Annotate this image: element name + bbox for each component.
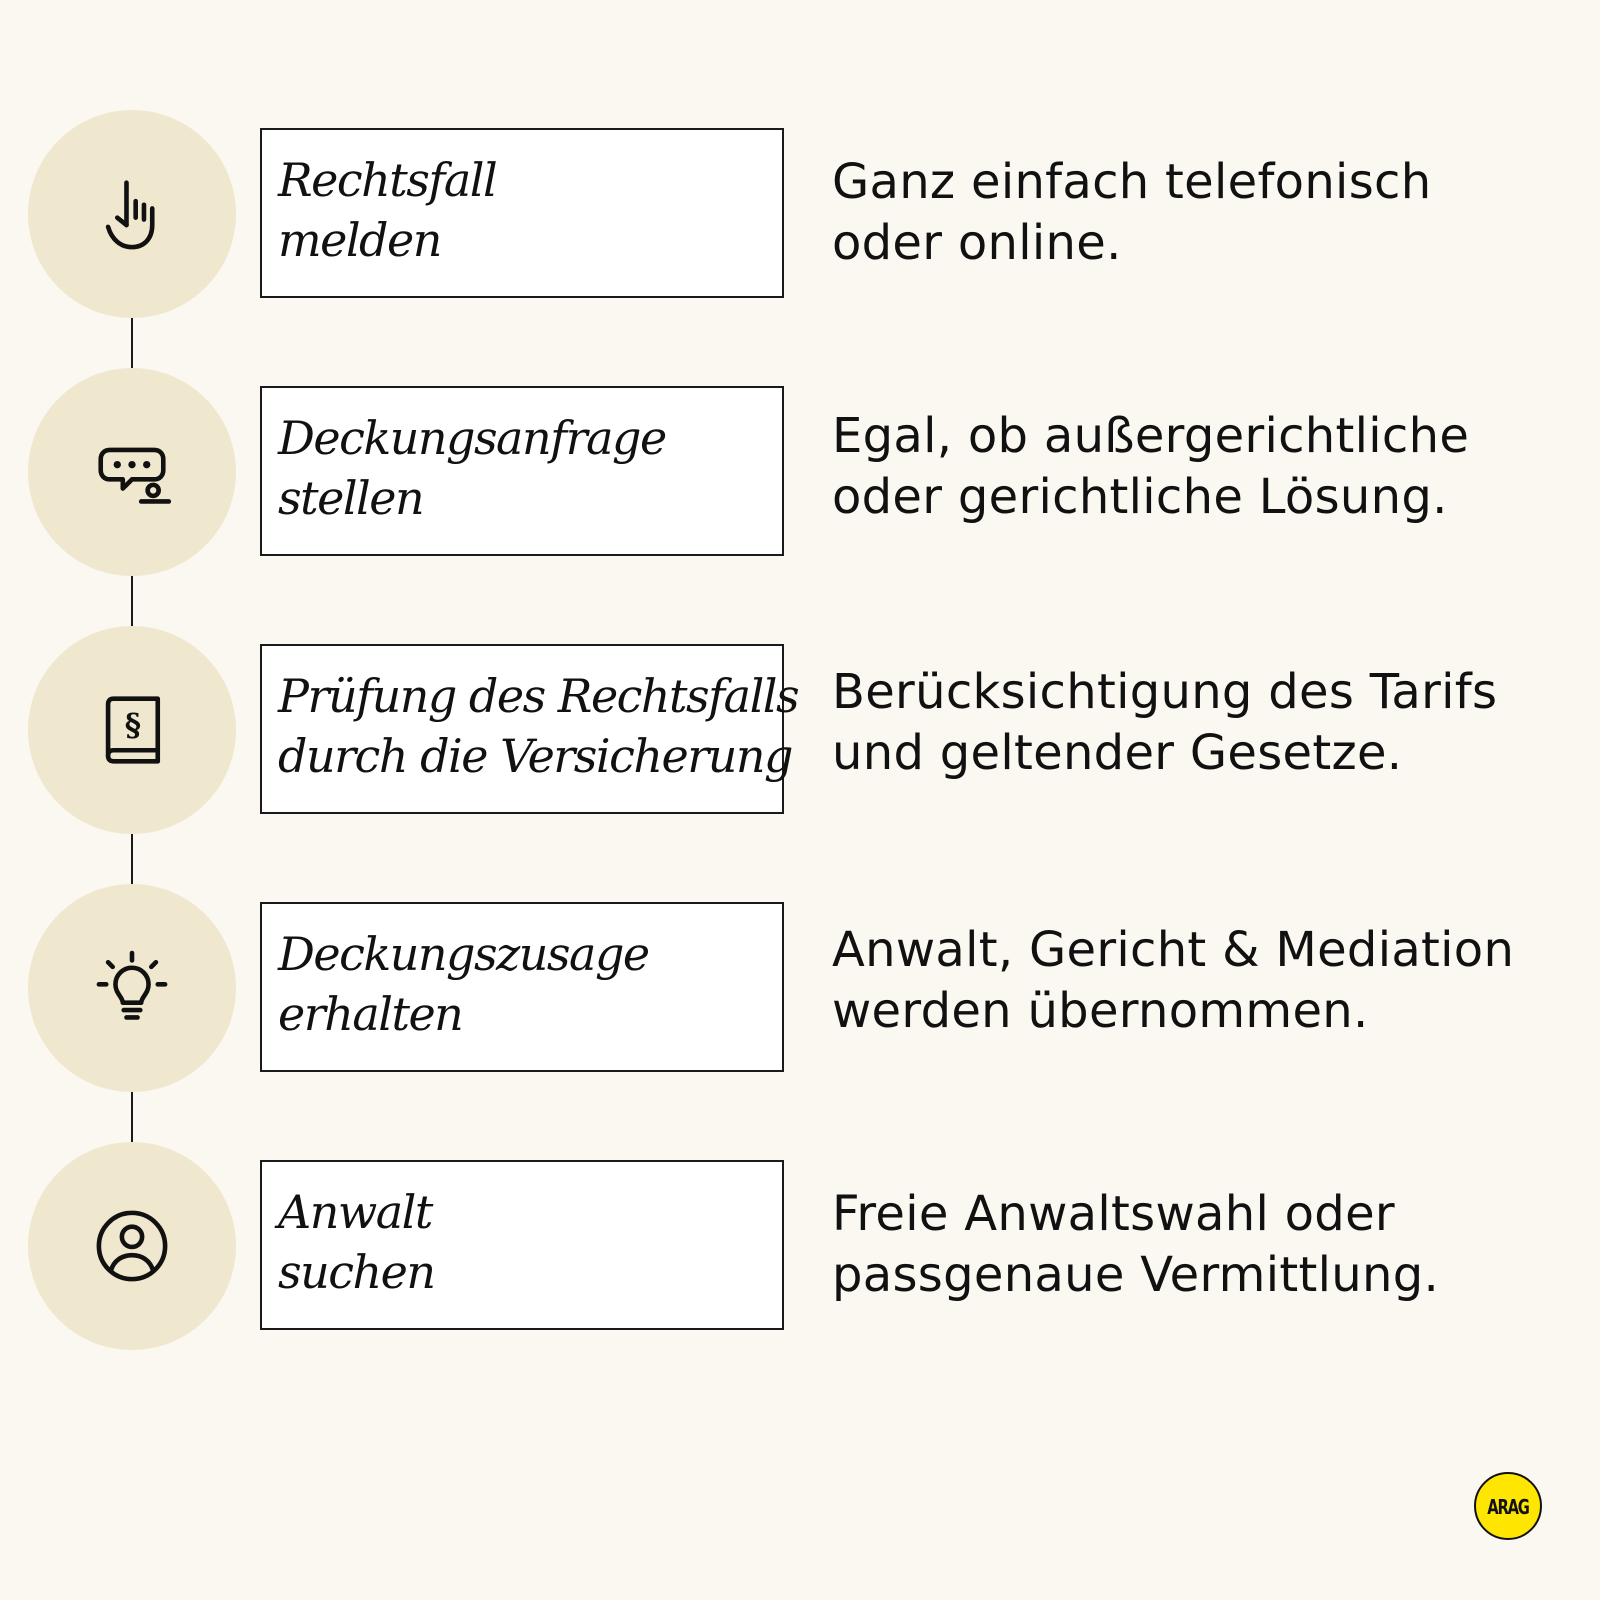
- step-icon-circle: [28, 626, 236, 834]
- step-title-box: [260, 386, 784, 556]
- step-description-line: Egal, ob außergerichtliche: [832, 408, 1470, 464]
- step-description: [832, 152, 1582, 274]
- step-icon-circle: [28, 1142, 236, 1350]
- step-report-case: [0, 110, 1600, 370]
- step-title-line: Deckungszusage: [278, 927, 649, 981]
- step-icon-circle: [28, 368, 236, 576]
- step-description-line: oder online.: [832, 215, 1122, 271]
- step-title-box: [260, 128, 784, 298]
- step-coverage-confirmation: [0, 884, 1600, 1144]
- step-icon-circle: [28, 884, 236, 1092]
- user-circle-icon: [86, 1200, 178, 1292]
- step-find-lawyer: [0, 1142, 1600, 1402]
- speech-bubble-icon: [86, 426, 178, 518]
- arag-logo-text: ARAG: [1487, 1495, 1529, 1520]
- step-title-line: Rechtsfall: [278, 153, 497, 207]
- step-description: [832, 406, 1582, 528]
- step-description-line: werden übernommen.: [832, 983, 1369, 1039]
- arag-logo: [1474, 1472, 1542, 1540]
- step-title-box: [260, 644, 799, 814]
- step-title-box: [260, 902, 784, 1072]
- step-case-review: [0, 626, 1600, 886]
- pointing-hand-icon: [86, 168, 178, 260]
- step-title-line: Anwalt: [278, 1185, 432, 1239]
- step-title-box: [260, 1160, 784, 1330]
- step-title-line: stellen: [278, 471, 424, 525]
- lightbulb-icon: [86, 942, 178, 1034]
- step-title-line: suchen: [278, 1245, 435, 1299]
- step-description: [832, 662, 1582, 784]
- step-title-line: erhalten: [278, 987, 463, 1041]
- step-description-line: Anwalt, Gericht & Mediation: [832, 922, 1515, 978]
- step-request-coverage: [0, 368, 1600, 628]
- step-description-line: oder gerichtliche Lösung.: [832, 469, 1448, 525]
- step-description-line: und geltender Gesetze.: [832, 725, 1403, 781]
- step-title-line: melden: [278, 213, 441, 267]
- step-title-line: Deckungsanfrage: [278, 411, 666, 465]
- law-book-icon: [86, 684, 178, 776]
- step-icon-circle: [28, 110, 236, 318]
- svg-text:§: §: [124, 707, 142, 744]
- step-description-line: passgenaue Vermittlung.: [832, 1247, 1440, 1303]
- step-title-line: durch die Versicherung: [278, 729, 792, 783]
- step-description-line: Berücksichtigung des Tarifs: [832, 664, 1498, 720]
- step-title-line: Prüfung des Rechtsfalls: [278, 669, 799, 723]
- step-description-line: Freie Anwaltswahl oder: [832, 1186, 1395, 1242]
- step-description: [832, 1184, 1582, 1306]
- step-description-line: Ganz einfach telefonisch: [832, 154, 1432, 210]
- step-description: [832, 920, 1582, 1042]
